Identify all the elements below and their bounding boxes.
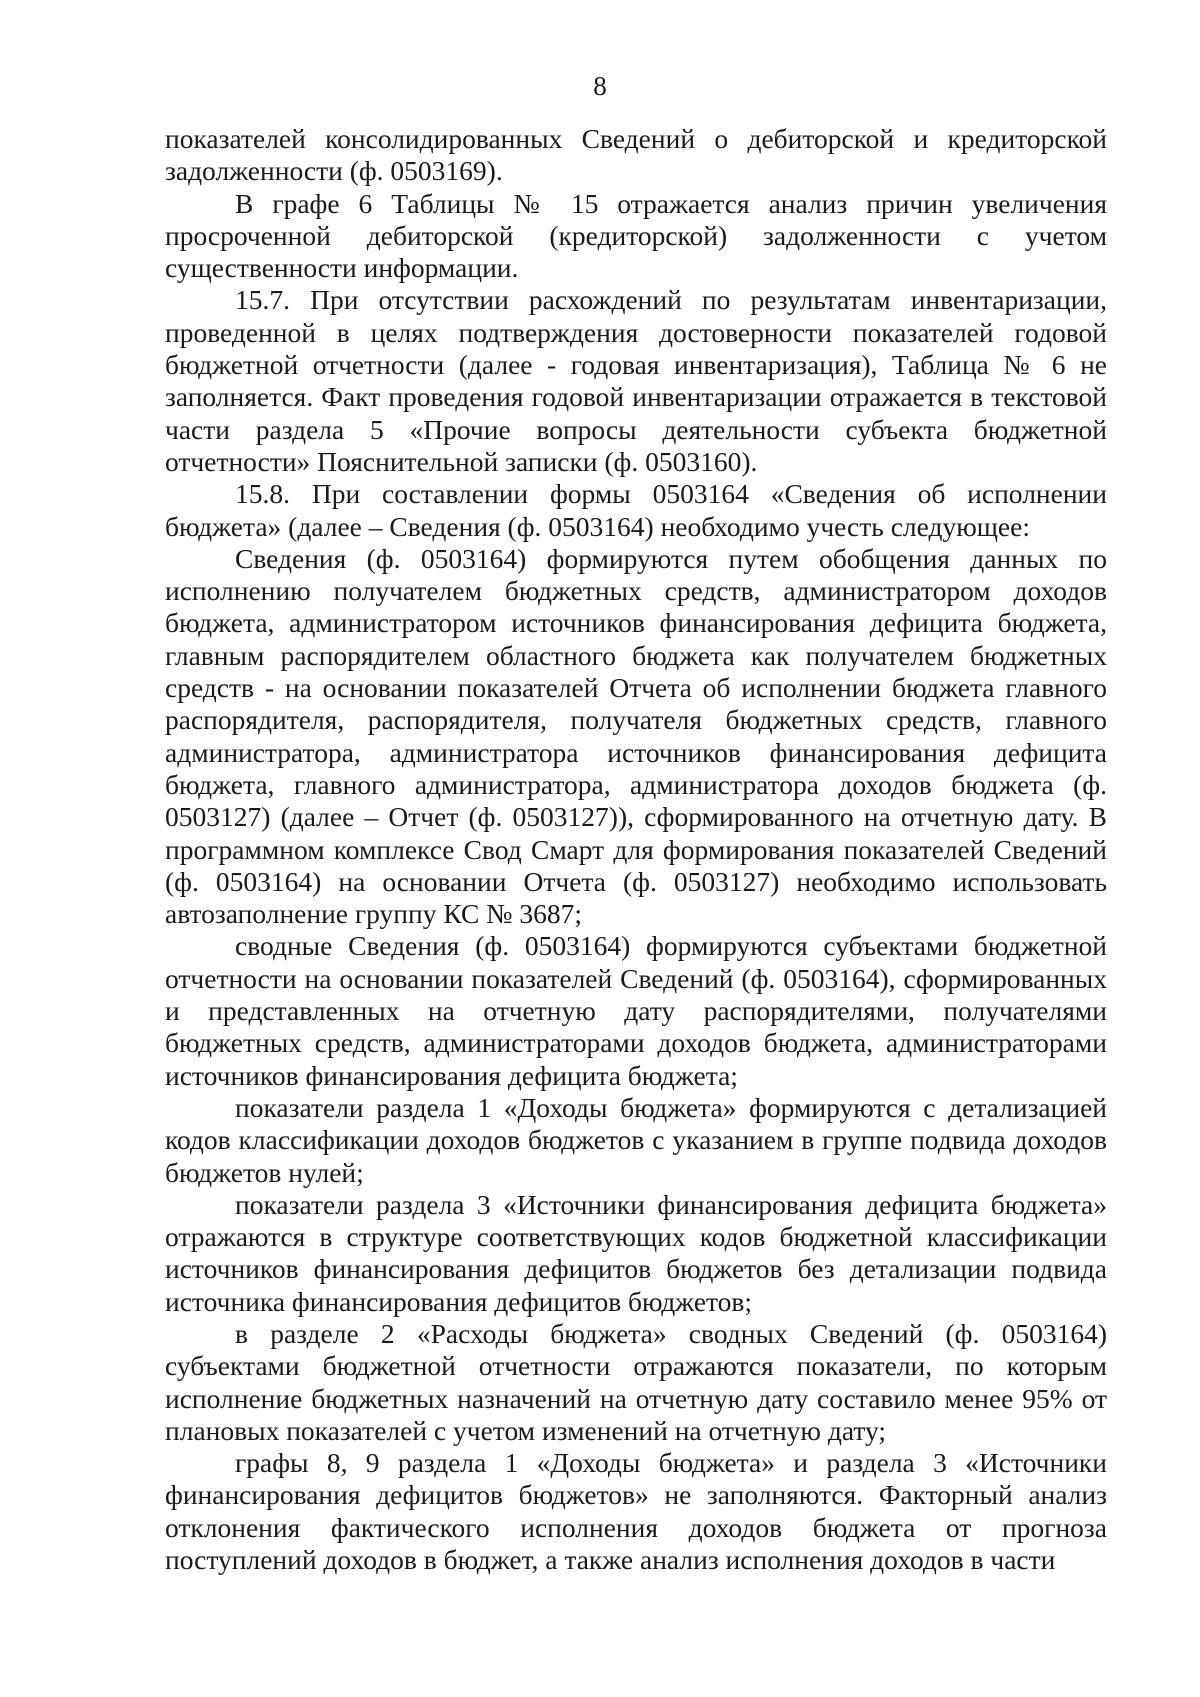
- paragraph-continuation: показателей консолидированных Сведений о дебиторской и кредиторской задолженности (ф. 0503169).: [165, 123, 1107, 187]
- paragraph-section2-expenses: в разделе 2 «Расходы бюджета» сводных Сведений (ф. 0503164) субъектами бюджетной отчетности отражаются показатели, по которым исполнение бюджетных назначений на отчетную дату составило менее 95% от плановых показателей с учетом изменений на отчетную дату;: [165, 1317, 1107, 1446]
- paragraph-consolidated-svedeniya: сводные Сведения (ф. 0503164) формируются субъектами бюджетной отчетности на основании показателей Сведений (ф. 0503164), сформированных и представленных на отчетную дату распорядителями, получателями бюджетных средств, администраторами доходов бюджета, администраторами источников финансирования дефицита бюджета;: [165, 930, 1107, 1091]
- page-number: 8: [593, 71, 607, 101]
- document-body: [165, 123, 1107, 1576]
- paragraph-section3-sources: показатели раздела 3 «Источники финансирования дефицита бюджета» отражаются в структуре соответствующих кодов бюджетной классификации источников финансирования дефицитов бюджетов без детализации подвида источника финансирования дефицитов бюджетов;: [165, 1188, 1107, 1317]
- paragraph-columns-8-9: графы 8, 9 раздела 1 «Доходы бюджета» и раздела 3 «Источники финансирования дефицитов бюджетов» не заполняются. Факторный анализ отклонения фактического исполнения доходов бюджета от прогноза поступлений доходов в бюджет, а также анализ исполнения доходов в части: [165, 1447, 1107, 1576]
- paragraph-section1-income: показатели раздела 1 «Доходы бюджета» формируются с детализацией кодов классификации доходов бюджетов с указанием в группе подвида доходов бюджетов нулей;: [165, 1091, 1107, 1188]
- paragraph-15-7: 15.7. При отсутствии расхождений по результатам инвентаризации, проведенной в целях подтверждения достоверности показателей годовой бюджетной отчетности (далее - годовая инвентаризация), Таблица № 6 не заполняется. Факт проведения годовой инвентаризации отражается в текстовой части раздела 5 «Прочие вопросы деятельности субъекта бюджетной отчетности» Пояснительной записки (ф. 0503160).: [165, 284, 1107, 477]
- paragraph-svedeniya-forming: Сведения (ф. 0503164) формируются путем обобщения данных по исполнению получателем бюджетных средств, администратором доходов бюджета, администратором источников финансирования дефицита бюджета, главным распорядителем областного бюджета как получателем бюджетных средств - на основании показателей Отчета об исполнении бюджета главного распорядителя, распорядителя, получателя бюджетных средств, главного администратора, администратора источников финансирования дефицита бюджета, главного администратора, администратора доходов бюджета (ф. 0503127) (далее – Отчет (ф. 0503127)), сформированного на отчетную дату. В программном комплексе Свод Смарт для формирования показателей Сведений (ф. 0503164) на основании Отчета (ф. 0503127) необходимо использовать автозаполнение группу КС № 3687;: [165, 542, 1107, 930]
- paragraph-15-8: 15.8. При составлении формы 0503164 «Сведения об исполнении бюджета» (далее – Сведения (ф. 0503164) необходимо учесть следующее:: [165, 478, 1107, 542]
- paragraph-table15-column6: В графе 6 Таблицы № 15 отражается анализ причин увеличения просроченной дебиторской (кредиторской) задолженности с учетом существенности информации.: [165, 187, 1107, 284]
